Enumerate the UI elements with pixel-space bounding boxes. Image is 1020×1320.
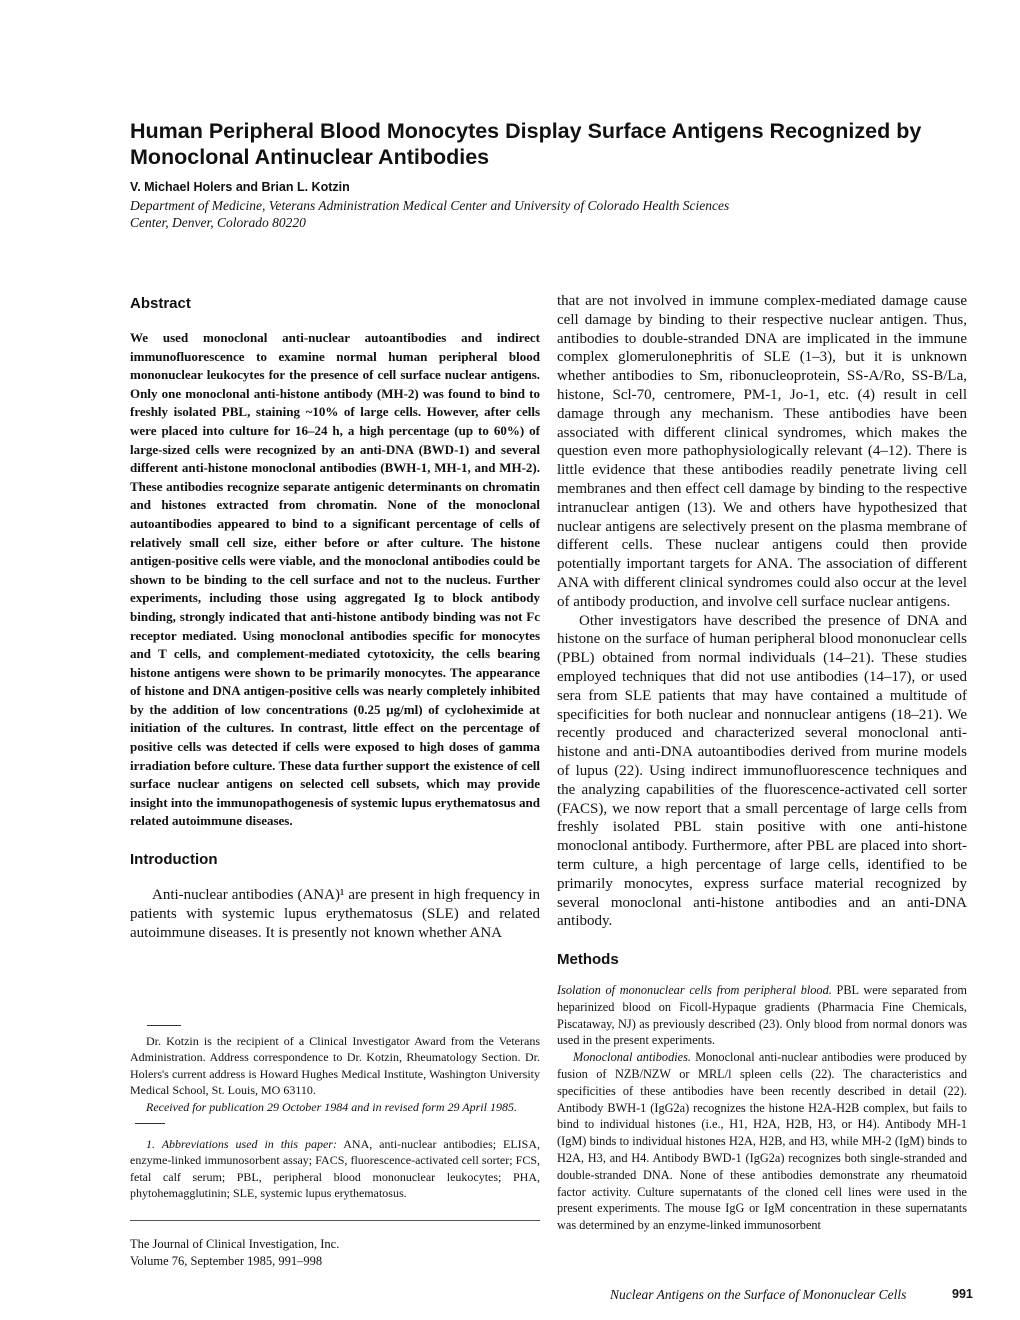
abbreviations-label: 1. Abbreviations used in this paper:: [146, 1137, 337, 1152]
journal-volume: Volume 76, September 1985, 991–998: [130, 1253, 323, 1268]
footnote-rule: [147, 1025, 181, 1026]
page-number: 991: [952, 1287, 973, 1301]
methods-paragraph-antibodies: [557, 1049, 967, 1234]
running-title: Nuclear Antigens on the Surface of Mononuclear Cells: [610, 1287, 907, 1302]
methods-text-antibodies: Monoclonal anti-nuclear antibodies were produced by fusion of NZB/NZW or MRL/l spleen cells (22). The characteristics and specificities of these antibodies have been recently described in detail (22). Antibody BWH-1 (IgG2a) recognizes the histone H2A-H2B complex, but fails to bind to individual histones (i.e., H1, H2A, H2B, H3, or H4). Antibody MH-1 (IgM) binds to individual histones H2A, H2B, and H3, while MH-2 (IgM) binds to H2A, H3, and H4. Antibody BWD-1 (IgG2a) recognizes both single-stranded and double-stranded DNA. None of these antibodies demonstrate any rheumatoid factor activity. Culture supernatants of the cloned cell lines were used in the present experiments. The mouse IgG or IgM concentration in these supernatants was determined by an enzyme-linked immunosorbent: [557, 1050, 967, 1233]
methods-heading: Methods: [557, 951, 619, 969]
introduction-heading: Introduction: [130, 851, 218, 869]
journal-name: The Journal of Clinical Investigation, Inc.: [130, 1237, 340, 1251]
abbreviations-footnote: [130, 1136, 540, 1202]
journal-rule: [130, 1220, 540, 1221]
introduction-paragraph: Anti-nuclear antibodies (ANA)¹ are present in high frequency in patients with systemic lupus erythematosus (SLE) and related autoimmune diseases. It is presently not known whether ANA: [130, 887, 540, 941]
footnotes: [130, 1033, 540, 1202]
introduction-paragraph-2: Other investigators have described the presence of DNA and histone on the surface of human peripheral blood mononuclear cells (PBL) obtained from normal individuals (14–21). These studies employed techniques that did not use antibodies (14–17), or used sera from SLE patients that may have contained a multitude of specificities for both nuclear and nonnuclear antigens (18–21). We recently produced and characterized several monoclonal anti-histone and anti-DNA autoantibodies derived from murine models of lupus (22). Using indirect immunofluorescence techniques and the analyzing capabilities of the fluorescence-activated cell sorter (FACS), we now report that a small percentage of large cells from freshly isolated PBL stain positive with one anti-histone monoclonal antibody. Furthermore, after PBL are placed into short-term culture, a high percentage of large cells, identified to be primarily monocytes, express surface material recognized by several monoclonal anti-histone antibodies and an anti-DNA antibody.: [557, 612, 967, 930]
methods-subheading-isolation: Isolation of mononuclear cells from peripheral blood.: [557, 983, 832, 998]
journal-info: [130, 1236, 339, 1269]
introduction-paragraph-continued: that are not involved in immune complex-mediated damage cause cell damage by binding to their respective nuclear antigen. Thus, antibodies to double-stranded DNA are implicated in the immune complex glomerulonephritis of SLE (1–3), but it is unknown whether antibodies to Sm, ribonucleoprotein, SS-A/Ro, SS-B/La, histone, Scl-70, centromere, PM-1, Jo-1, etc. (4) result in cell damage through any mechanism. These antibodies have been associated with different clinical syndromes, which makes the question even more pathophysiologically relevant (4–12). There is little evidence that these antibodies readily penetrate living cell membranes and then effect cell damage by binding to the respective intranuclear antigen (13). We and others have hypothesized that nuclear antigens are selectively present on the plasma membrane of different cells. These nuclear antigens could then provide potentially important targets for ANA. The association of different ANA with different clinical syndromes could also occur at the level of antibody production, and involve cell surface nuclear antigens.: [557, 293, 967, 610]
left-column: [130, 290, 540, 942]
abbreviations-text: ANA, anti-nuclear antibodies; ELISA, enzyme-linked immunosorbent assay; FACS, fluorescence-activated cell sorter; FCS, fetal calf serum; PBL, peripheral blood mononuclear leukocytes; PHA, phytohemagglutinin; SLE, systemic lupus erythematosus.: [130, 1137, 540, 1201]
abstract-heading: Abstract: [130, 295, 191, 312]
received-date: Received for publication 29 October 1984 and in revised form 29 April 1985.: [146, 1099, 517, 1114]
right-column: [557, 292, 967, 1234]
methods-paragraph-isolation: [557, 982, 967, 1049]
methods-subheading-antibodies: Monoclonal antibodies.: [573, 1050, 691, 1065]
paper-title: Human Peripheral Blood Monocytes Display Surface Antigens Recognized by Monoclonal Antinuclear Antibodies: [130, 119, 922, 169]
footnote-divider: [135, 1123, 165, 1124]
abstract-body: We used monoclonal anti-nuclear autoantibodies and indirect immunofluorescence to examine normal human peripheral blood mononuclear leukocytes for the presence of cell surface nuclear antigens. Only one monoclonal anti-histone antibody (MH-2) was found to bind to freshly isolated PBL, staining ~10% of large cells. However, after cells were placed into culture for 16–24 h, a high percentage (up to 60%) of large-sized cells were recognized by an anti-DNA (BWD-1) and several different anti-histone monoclonal antibodies (BWH-1, MH-1, and MH-2). These antibodies recognize separate antigenic determinants on chromatin and histones extracted from chromatin. None of the monoclonal autoantibodies appeared to bind to a significant percentage of cells of relatively small cell size, either before or after culture. The histone antigen-positive cells were viable, and the monoclonal antibodies could be shown to be binding to the cell surface and not to the nucleus. Further experiments, including those using aggregated Ig to block antibody binding, strongly indicated that anti-histone antibody binding was not Fc receptor mediated. Using monoclonal antibodies specific for monocytes and T cells, and complement-mediated cytotoxicity, the cells bearing histone antigens were shown to be primarily monocytes. The appearance of histone and DNA antigen-positive cells was nearly completely inhibited by the addition of low concentrations (0.25 µg/ml) of cycloheximide at initiation of the cultures. In contrast, little effect on the percentage of positive cells was detected if cells were exposed to high doses of gamma irradiation before culture. These data further support the existence of cell surface nuclear antigens on selected cell subsets, which may provide insight into the immunopathogenesis of systemic lupus erythematosus and related autoimmune diseases.: [130, 330, 540, 829]
methods-text-isolation: PBL were separated from heparinized blood on Ficoll-Hypaque gradients (Pharmacia Fine Chemicals, Piscataway, NJ) as previously described (23). Only blood from normal donors was used in the present experiments.: [557, 983, 967, 1048]
affiliation: Department of Medicine, Veterans Administration Medical Center and University of Colorado Health Sciences Center, Denver, Colorado 80220: [130, 198, 730, 230]
author-note: Dr. Kotzin is the recipient of a Clinical Investigator Award from the Veterans Administration. Address correspondence to Dr. Kotzin, Rheumatology Section. Dr. Holers's current address is Howard Hughes Medical Institute, Washington University Medical School, St. Louis, MO 63110.: [130, 1034, 540, 1098]
author-list: V. Michael Holers and Brian L. Kotzin: [130, 180, 350, 194]
